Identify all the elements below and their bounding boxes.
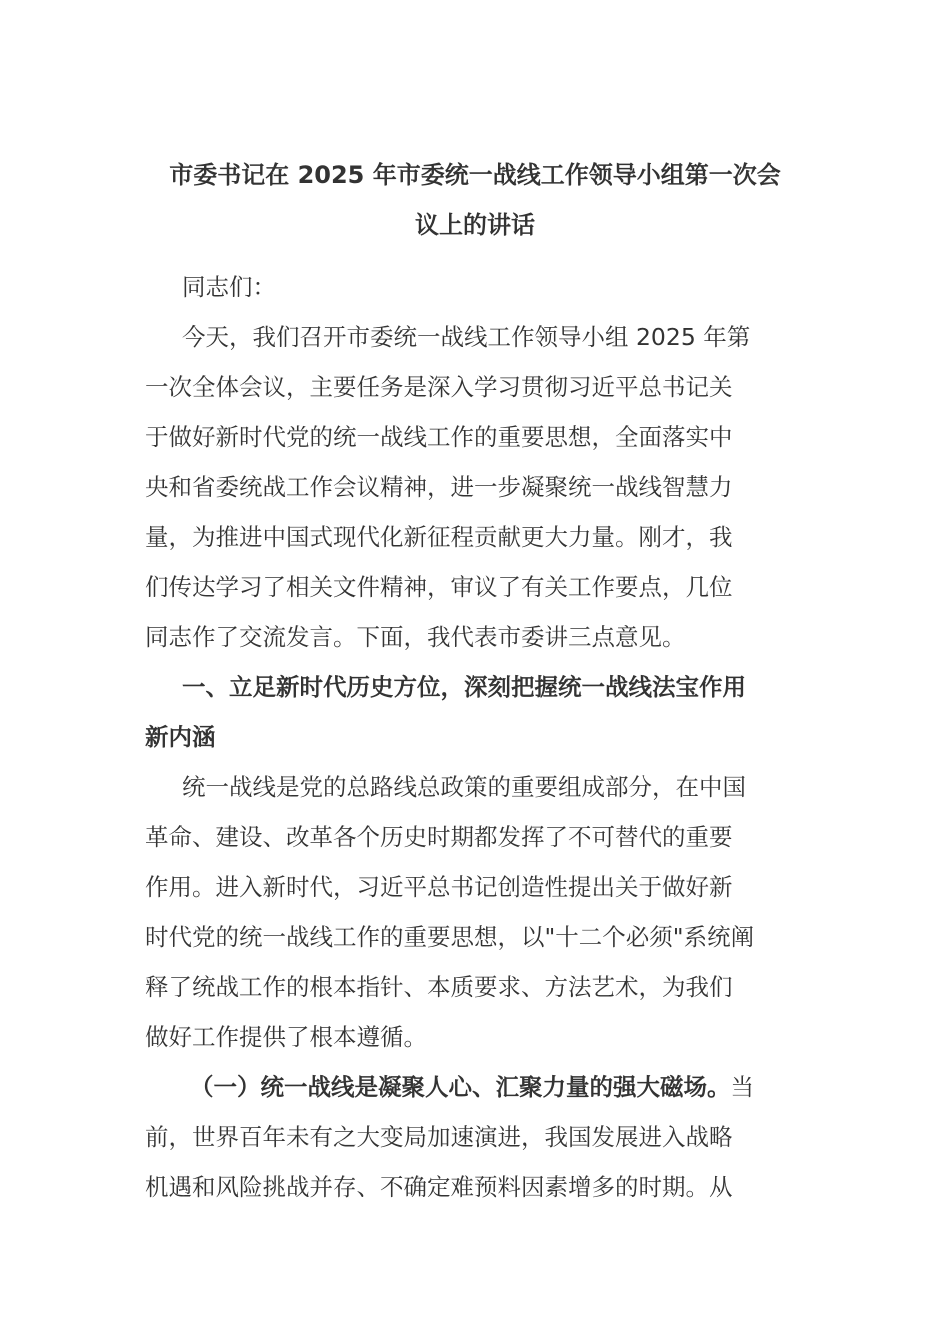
section-1-line-3: 作用。进入新时代，习近平总书记创造性提出关于做好新 [145, 873, 733, 901]
subsection-1-paragraph [145, 1062, 825, 1212]
subsection-1-heading: （一）统一战线是凝聚人心、汇聚力量的强大磁场。 [190, 1073, 731, 1101]
section-1-line-5: 释了统战工作的根本指针、本质要求、方法艺术，为我们 [145, 973, 733, 1001]
intro-line-1: 今天，我们召开市委统一战线工作领导小组 2025 年第 [182, 323, 751, 351]
subsection-1-line-1 [145, 1062, 825, 1112]
intro-line-4: 央和省委统战工作会议精神，进一步凝聚统一战线智慧力 [145, 473, 733, 501]
section-1-line-1: 统一战线是党的总路线总政策的重要组成部分，在中国 [182, 773, 746, 801]
intro-line-7: 同志作了交流发言。下面，我代表市委讲三点意见。 [145, 623, 686, 651]
intro-line-6: 们传达学习了相关文件精神，审议了有关工作要点，几位 [145, 573, 733, 601]
section-1-heading-line-2: 新内涵 [145, 723, 216, 751]
section-1-line-4: 时代党的统一战线工作的重要思想，以"十二个必须"系统阐 [145, 923, 755, 951]
intro-line-2: 一次全体会议，主要任务是深入学习贯彻习近平总书记关 [145, 373, 733, 401]
section-1-line-2: 革命、建设、改革各个历史时期都发挥了不可替代的重要 [145, 823, 733, 851]
subsection-1-line-2: 前，世界百年未有之大变局加速演进，我国发展进入战略 [145, 1123, 733, 1151]
document-title [145, 150, 805, 250]
title-line-2: 议上的讲话 [415, 211, 535, 239]
intro-line-5: 量，为推进中国式现代化新征程贡献更大力量。刚才，我 [145, 523, 733, 551]
title-line-1: 市委书记在 2025 年市委统一战线工作领导小组第一次会 [169, 161, 781, 189]
intro-paragraph [145, 312, 825, 662]
document-body [145, 262, 825, 1212]
subsection-1-line-3: 机遇和风险挑战并存、不确定难预料因素增多的时期。从 [145, 1173, 733, 1201]
subsection-1-line-1-rest: 当 [730, 1073, 754, 1101]
section-1-heading [145, 662, 825, 762]
salutation: 同志们： [182, 273, 276, 301]
intro-line-3: 于做好新时代党的统一战线工作的重要思想，全面落实中 [145, 423, 733, 451]
section-1-line-6: 做好工作提供了根本遵循。 [145, 1023, 427, 1051]
section-1-paragraph [145, 762, 825, 1062]
section-1-heading-line-1: 一、立足新时代历史方位，深刻把握统一战线法宝作用 [182, 673, 746, 701]
